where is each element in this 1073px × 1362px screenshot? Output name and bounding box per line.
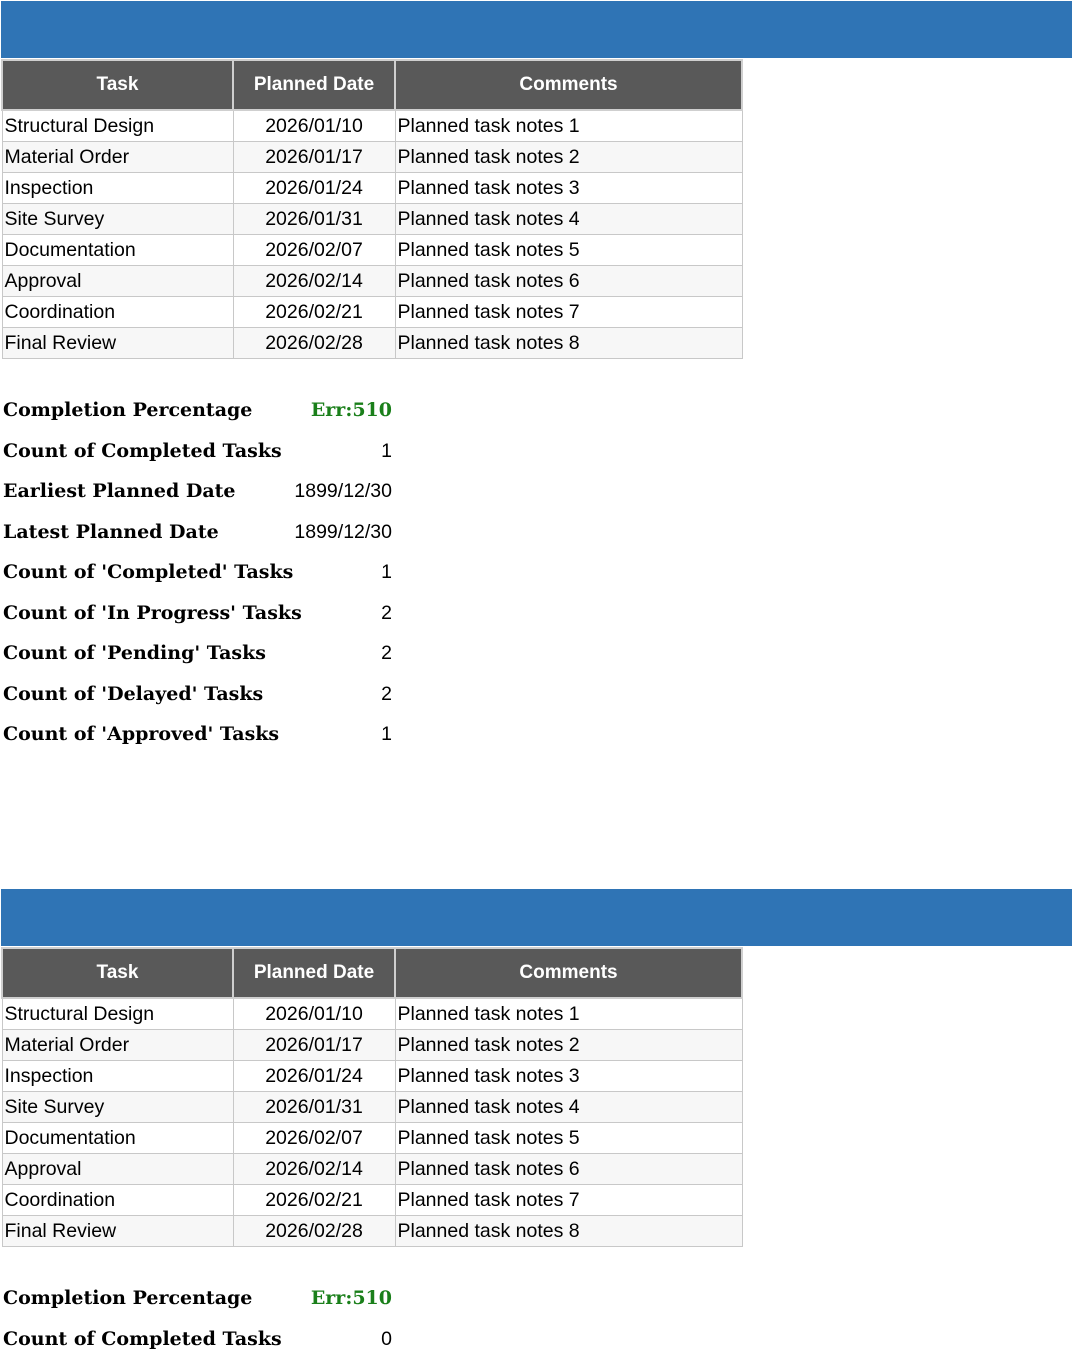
table-row — [2, 1061, 742, 1092]
section-1-summary — [0, 393, 400, 758]
table-row — [2, 204, 742, 235]
summary-label[interactable]: Count of Completed Tasks — [3, 440, 233, 462]
task-cell[interactable]: Coordination — [2, 1185, 233, 1216]
summary-label[interactable]: Completion Percentage — [3, 1287, 233, 1309]
task-cell[interactable]: Structural Design — [2, 998, 233, 1030]
summary-label[interactable]: Latest Planned Date — [3, 521, 233, 543]
summary-value-error[interactable]: Err:510 — [311, 399, 392, 421]
planned-date-cell[interactable]: 2026/02/28 — [233, 1216, 395, 1247]
task-cell[interactable]: Material Order — [2, 142, 233, 173]
section-2-banner — [1, 889, 1072, 946]
column-header-planned-date[interactable]: Planned Date — [233, 948, 395, 998]
planned-date-cell[interactable]: 2026/01/31 — [233, 204, 395, 235]
table-header-row — [2, 60, 742, 110]
summary-row — [0, 636, 400, 677]
summary-label[interactable]: Count of 'Completed' Tasks — [3, 561, 233, 583]
summary-value[interactable]: 1899/12/30 — [294, 480, 392, 503]
comment-cell[interactable]: Planned task notes 2 — [395, 1030, 742, 1061]
comment-cell[interactable]: Planned task notes 3 — [395, 1061, 742, 1092]
planned-date-cell[interactable]: 2026/01/24 — [233, 1061, 395, 1092]
section-2-summary — [0, 1281, 400, 1362]
section-2-task-table — [1, 947, 743, 1247]
table-row — [2, 328, 742, 359]
task-cell[interactable]: Approval — [2, 1154, 233, 1185]
comment-cell[interactable]: Planned task notes 7 — [395, 297, 742, 328]
table-row — [2, 266, 742, 297]
task-cell[interactable]: Site Survey — [2, 1092, 233, 1123]
comment-cell[interactable]: Planned task notes 4 — [395, 204, 742, 235]
comment-cell[interactable]: Planned task notes 1 — [395, 998, 742, 1030]
table-row — [2, 998, 742, 1030]
summary-row — [0, 474, 400, 515]
table-row — [2, 1030, 742, 1061]
comment-cell[interactable]: Planned task notes 2 — [395, 142, 742, 173]
comment-cell[interactable]: Planned task notes 4 — [395, 1092, 742, 1123]
summary-row — [0, 596, 400, 637]
column-header-comments[interactable]: Comments — [395, 948, 742, 998]
planned-date-cell[interactable]: 2026/02/14 — [233, 1154, 395, 1185]
task-cell[interactable]: Documentation — [2, 235, 233, 266]
summary-value[interactable]: 1 — [381, 440, 392, 463]
summary-label[interactable]: Count of 'In Progress' Tasks — [3, 602, 233, 624]
comment-cell[interactable]: Planned task notes 5 — [395, 235, 742, 266]
summary-value-error[interactable]: Err:510 — [311, 1287, 392, 1309]
planned-date-cell[interactable]: 2026/02/28 — [233, 328, 395, 359]
planned-date-cell[interactable]: 2026/02/14 — [233, 266, 395, 297]
comment-cell[interactable]: Planned task notes 6 — [395, 1154, 742, 1185]
table-row — [2, 142, 742, 173]
table-row — [2, 1092, 742, 1123]
planned-date-cell[interactable]: 2026/01/17 — [233, 1030, 395, 1061]
summary-row — [0, 393, 400, 434]
summary-label[interactable]: Completion Percentage — [3, 399, 233, 421]
table-row — [2, 173, 742, 204]
summary-row — [0, 677, 400, 718]
comment-cell[interactable]: Planned task notes 1 — [395, 110, 742, 142]
planned-date-cell[interactable]: 2026/01/31 — [233, 1092, 395, 1123]
column-header-task[interactable]: Task — [2, 948, 233, 998]
task-cell[interactable]: Site Survey — [2, 204, 233, 235]
planned-date-cell[interactable]: 2026/02/07 — [233, 235, 395, 266]
summary-value[interactable]: 2 — [381, 642, 392, 665]
comment-cell[interactable]: Planned task notes 5 — [395, 1123, 742, 1154]
task-cell[interactable]: Documentation — [2, 1123, 233, 1154]
table-row — [2, 1123, 742, 1154]
table-row — [2, 110, 742, 142]
summary-label[interactable]: Count of 'Delayed' Tasks — [3, 683, 233, 705]
comment-cell[interactable]: Planned task notes 8 — [395, 328, 742, 359]
summary-row — [0, 555, 400, 596]
summary-row — [0, 515, 400, 556]
comment-cell[interactable]: Planned task notes 7 — [395, 1185, 742, 1216]
summary-row — [0, 717, 400, 758]
table-header-row — [2, 948, 742, 998]
section-1-banner — [1, 1, 1072, 58]
task-cell[interactable]: Final Review — [2, 328, 233, 359]
task-cell[interactable]: Structural Design — [2, 110, 233, 142]
table-row — [2, 235, 742, 266]
summary-label[interactable]: Count of Completed Tasks — [3, 1328, 233, 1350]
table-row — [2, 297, 742, 328]
task-cell[interactable]: Final Review — [2, 1216, 233, 1247]
planned-date-cell[interactable]: 2026/01/24 — [233, 173, 395, 204]
planned-date-cell[interactable]: 2026/01/10 — [233, 998, 395, 1030]
column-header-planned-date[interactable]: Planned Date — [233, 60, 395, 110]
summary-label[interactable]: Earliest Planned Date — [3, 480, 233, 502]
summary-label[interactable]: Count of 'Pending' Tasks — [3, 642, 233, 664]
task-cell[interactable]: Inspection — [2, 173, 233, 204]
task-cell[interactable]: Coordination — [2, 297, 233, 328]
planned-date-cell[interactable]: 2026/02/21 — [233, 297, 395, 328]
summary-value[interactable]: 2 — [381, 683, 392, 706]
table-row — [2, 1185, 742, 1216]
task-cell[interactable]: Material Order — [2, 1030, 233, 1061]
summary-value[interactable]: 0 — [381, 1328, 392, 1351]
planned-date-cell[interactable]: 2026/01/10 — [233, 110, 395, 142]
summary-row — [0, 1322, 400, 1362]
comment-cell[interactable]: Planned task notes 6 — [395, 266, 742, 297]
summary-value[interactable]: 2 — [381, 602, 392, 625]
summary-label[interactable]: Count of 'Approved' Tasks — [3, 723, 233, 745]
summary-row — [0, 1281, 400, 1322]
summary-row — [0, 434, 400, 475]
planned-date-cell[interactable]: 2026/02/07 — [233, 1123, 395, 1154]
table-row — [2, 1216, 742, 1247]
comment-cell[interactable]: Planned task notes 3 — [395, 173, 742, 204]
summary-value[interactable]: 1 — [381, 723, 392, 746]
column-header-task[interactable]: Task — [2, 60, 233, 110]
column-header-comments[interactable]: Comments — [395, 60, 742, 110]
planned-date-cell[interactable]: 2026/02/21 — [233, 1185, 395, 1216]
comment-cell[interactable]: Planned task notes 8 — [395, 1216, 742, 1247]
summary-value[interactable]: 1899/12/30 — [294, 521, 392, 544]
summary-value[interactable]: 1 — [381, 561, 392, 584]
task-cell[interactable]: Inspection — [2, 1061, 233, 1092]
task-cell[interactable]: Approval — [2, 266, 233, 297]
planned-date-cell[interactable]: 2026/01/17 — [233, 142, 395, 173]
table-row — [2, 1154, 742, 1185]
section-1-task-table — [1, 59, 743, 359]
